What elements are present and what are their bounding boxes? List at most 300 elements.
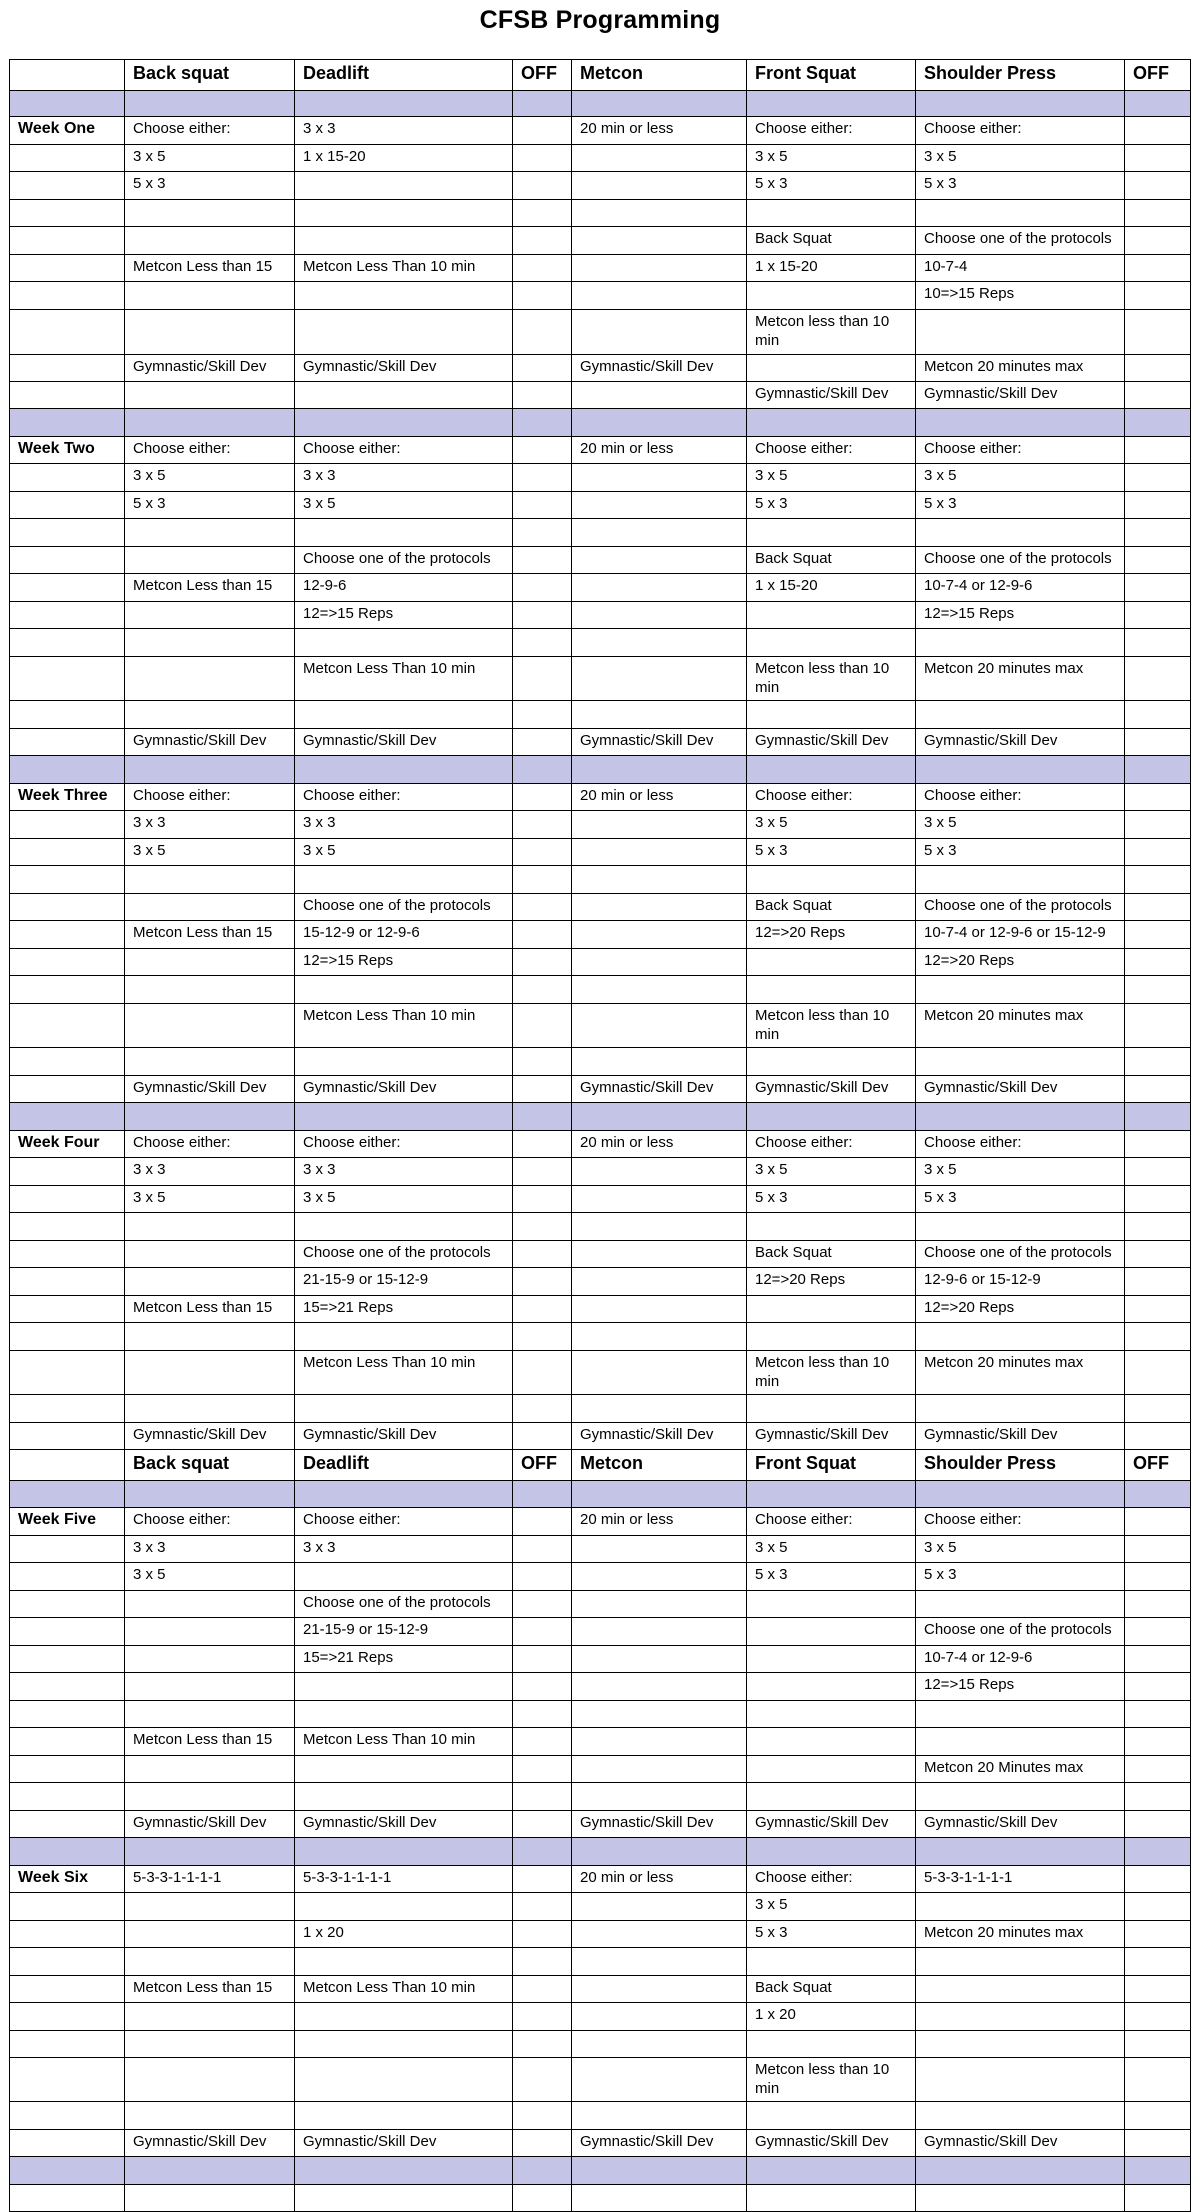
- table-row: [10, 811, 1191, 839]
- week-label: [10, 1811, 125, 1838]
- table-cell: [513, 1048, 572, 1076]
- table-cell: [513, 574, 572, 602]
- table-row: [10, 2058, 1191, 2102]
- table-cell: [1125, 547, 1191, 574]
- table-cell: [125, 1395, 295, 1423]
- table-cell: [1125, 200, 1191, 227]
- table-cell: [747, 519, 916, 547]
- table-cell: [513, 1186, 572, 1213]
- table-cell: [125, 1268, 295, 1296]
- week-label: [10, 519, 125, 547]
- table-row: [10, 784, 1191, 811]
- table-cell: [513, 2031, 572, 2058]
- table-cell: 12=>15 Reps: [916, 602, 1125, 629]
- table-cell: Gymnastic/Skill Dev: [916, 729, 1125, 756]
- table-cell: [572, 227, 747, 255]
- separator-cell: [10, 1481, 125, 1508]
- separator-cell: [125, 409, 295, 437]
- table-cell: [747, 1783, 916, 1811]
- table-cell: 1 x 15-20: [295, 145, 513, 172]
- table-cell: [916, 866, 1125, 894]
- table-row: [10, 1351, 1191, 1395]
- separator-cell: [295, 756, 513, 784]
- table-cell: [747, 1213, 916, 1241]
- table-cell: [513, 976, 572, 1004]
- table-cell: 15-12-9 or 12-9-6: [295, 921, 513, 949]
- week-label: [10, 2031, 125, 2058]
- table-cell: 20 min or less: [572, 784, 747, 811]
- table-cell: [1125, 310, 1191, 355]
- table-cell: [513, 200, 572, 227]
- table-cell: [1125, 921, 1191, 949]
- table-cell: 10-7-4: [916, 255, 1125, 282]
- separator-cell: [747, 2157, 916, 2185]
- table-cell: [916, 1893, 1125, 1921]
- table-cell: Choose either:: [125, 117, 295, 145]
- week-label: [10, 1783, 125, 1811]
- week-label: [10, 602, 125, 629]
- table-cell: Gymnastic/Skill Dev: [572, 2130, 747, 2157]
- column-header: OFF: [513, 60, 572, 91]
- week-label: [10, 172, 125, 200]
- table-cell: 12=>15 Reps: [295, 949, 513, 976]
- table-cell: [513, 1948, 572, 1976]
- table-row: [10, 382, 1191, 409]
- separator-cell: [572, 409, 747, 437]
- table-cell: [572, 839, 747, 866]
- table-row: [10, 1811, 1191, 1838]
- week-label: [10, 1186, 125, 1213]
- table-cell: Choose either:: [295, 1131, 513, 1158]
- table-row: [10, 172, 1191, 200]
- table-cell: [1125, 1756, 1191, 1783]
- table-cell: 3 x 5: [125, 1563, 295, 1591]
- week-label: [10, 657, 125, 701]
- table-cell: Gymnastic/Skill Dev: [295, 1423, 513, 1450]
- table-row: [10, 1728, 1191, 1756]
- week-label: Week Six: [10, 1866, 125, 1893]
- table-cell: Choose one of the protocols: [916, 894, 1125, 921]
- table-cell: [295, 1395, 513, 1423]
- table-cell: [572, 811, 747, 839]
- separator-row: [10, 1481, 1191, 1508]
- table-cell: Gymnastic/Skill Dev: [125, 1811, 295, 1838]
- table-cell: [125, 629, 295, 657]
- table-cell: Choose either:: [916, 117, 1125, 145]
- table-cell: [1125, 519, 1191, 547]
- table-cell: [125, 949, 295, 976]
- table-row: [10, 2185, 1191, 2212]
- table-cell: Choose either:: [125, 1131, 295, 1158]
- column-header: [10, 1450, 125, 1481]
- table-cell: [125, 1618, 295, 1646]
- table-cell: [125, 282, 295, 310]
- table-cell: [513, 1756, 572, 1783]
- table-cell: [1125, 1323, 1191, 1351]
- week-label: [10, 1701, 125, 1728]
- table-cell: 3 x 3: [125, 1158, 295, 1186]
- table-cell: [295, 701, 513, 729]
- table-cell: [513, 355, 572, 382]
- table-cell: [1125, 866, 1191, 894]
- table-cell: [125, 657, 295, 701]
- table-cell: [125, 382, 295, 409]
- table-cell: [1125, 1351, 1191, 1395]
- table-row: [10, 2102, 1191, 2130]
- table-cell: [572, 1268, 747, 1296]
- table-cell: [125, 1323, 295, 1351]
- table-cell: [572, 921, 747, 949]
- table-cell: 12=>20 Reps: [916, 949, 1125, 976]
- table-cell: 12=>15 Reps: [295, 602, 513, 629]
- table-row: [10, 355, 1191, 382]
- table-cell: 3 x 5: [125, 145, 295, 172]
- separator-cell: [572, 91, 747, 117]
- table-cell: Gymnastic/Skill Dev: [572, 1811, 747, 1838]
- separator-row: [10, 91, 1191, 117]
- table-cell: Gymnastic/Skill Dev: [572, 1076, 747, 1103]
- table-cell: 1 x 15-20: [747, 574, 916, 602]
- table-cell: [125, 1646, 295, 1673]
- table-cell: Gymnastic/Skill Dev: [295, 729, 513, 756]
- table-cell: [1125, 602, 1191, 629]
- table-cell: [295, 866, 513, 894]
- separator-cell: [916, 409, 1125, 437]
- table-cell: 12=>20 Reps: [747, 921, 916, 949]
- table-cell: [572, 547, 747, 574]
- table-cell: Gymnastic/Skill Dev: [916, 1076, 1125, 1103]
- table-cell: [513, 2185, 572, 2212]
- table-cell: Gymnastic/Skill Dev: [572, 1423, 747, 1450]
- table-cell: [1125, 255, 1191, 282]
- column-header: Front Squat: [747, 60, 916, 91]
- table-cell: [513, 492, 572, 519]
- table-cell: [747, 1591, 916, 1618]
- table-cell: 20 min or less: [572, 1508, 747, 1536]
- table-cell: [513, 811, 572, 839]
- week-label: [10, 1048, 125, 1076]
- table-cell: [1125, 839, 1191, 866]
- table-cell: 5 x 3: [916, 172, 1125, 200]
- week-label: [10, 1536, 125, 1563]
- table-row: [10, 701, 1191, 729]
- table-cell: [1125, 1004, 1191, 1048]
- table-cell: 5 x 3: [916, 492, 1125, 519]
- table-cell: Gymnastic/Skill Dev: [747, 1423, 916, 1450]
- table-cell: [747, 949, 916, 976]
- table-cell: [1125, 282, 1191, 310]
- table-row: [10, 839, 1191, 866]
- table-cell: [513, 1976, 572, 2003]
- column-header: Deadlift: [295, 1450, 513, 1481]
- table-cell: Metcon 20 Minutes max: [916, 1756, 1125, 1783]
- week-label: [10, 1423, 125, 1450]
- table-cell: [513, 1241, 572, 1268]
- table-cell: [1125, 437, 1191, 464]
- table-cell: [572, 145, 747, 172]
- table-cell: [1125, 1921, 1191, 1948]
- table-cell: [747, 282, 916, 310]
- table-cell: [513, 1811, 572, 1838]
- table-cell: Choose either:: [916, 784, 1125, 811]
- table-cell: [295, 1323, 513, 1351]
- table-row: [10, 1536, 1191, 1563]
- table-cell: 3 x 3: [295, 464, 513, 492]
- table-cell: [572, 1893, 747, 1921]
- table-cell: [747, 1296, 916, 1323]
- separator-cell: [125, 2157, 295, 2185]
- table-cell: 1 x 20: [295, 1921, 513, 1948]
- separator-cell: [747, 91, 916, 117]
- table-cell: [747, 1048, 916, 1076]
- table-cell: [1125, 1673, 1191, 1701]
- table-cell: [513, 172, 572, 200]
- table-row: [10, 1646, 1191, 1673]
- table-cell: [572, 976, 747, 1004]
- table-cell: Gymnastic/Skill Dev: [916, 2130, 1125, 2157]
- column-header: Shoulder Press: [916, 1450, 1125, 1481]
- table-cell: [916, 1591, 1125, 1618]
- table-cell: [1125, 1268, 1191, 1296]
- week-label: [10, 1395, 125, 1423]
- table-cell: Metcon 20 minutes max: [916, 355, 1125, 382]
- week-label: [10, 1756, 125, 1783]
- separator-cell: [10, 1838, 125, 1866]
- table-cell: [572, 602, 747, 629]
- table-cell: Choose either:: [747, 784, 916, 811]
- column-header: Shoulder Press: [916, 60, 1125, 91]
- table-row: [10, 282, 1191, 310]
- table-cell: [916, 976, 1125, 1004]
- separator-cell: [916, 756, 1125, 784]
- table-row: [10, 1241, 1191, 1268]
- table-cell: [295, 200, 513, 227]
- table-row: [10, 255, 1191, 282]
- table-cell: [747, 629, 916, 657]
- table-cell: [513, 1423, 572, 1450]
- column-header: Deadlift: [295, 60, 513, 91]
- table-row: [10, 1591, 1191, 1618]
- table-cell: [916, 2003, 1125, 2031]
- table-cell: 5 x 3: [747, 1921, 916, 1948]
- table-row: [10, 921, 1191, 949]
- week-label: [10, 145, 125, 172]
- separator-cell: [10, 91, 125, 117]
- table-cell: [747, 2185, 916, 2212]
- table-cell: [747, 2102, 916, 2130]
- table-cell: [513, 1395, 572, 1423]
- table-cell: [1125, 1131, 1191, 1158]
- table-cell: 3 x 5: [747, 811, 916, 839]
- table-cell: [513, 1323, 572, 1351]
- table-cell: [572, 172, 747, 200]
- week-label: Week Five: [10, 1508, 125, 1536]
- table-cell: [916, 2031, 1125, 2058]
- table-row: [10, 1395, 1191, 1423]
- table-cell: [513, 839, 572, 866]
- table-row: [10, 1186, 1191, 1213]
- table-cell: 3 x 5: [747, 1893, 916, 1921]
- week-label: [10, 1268, 125, 1296]
- table-cell: [572, 1351, 747, 1395]
- table-cell: [572, 1296, 747, 1323]
- table-cell: Metcon Less Than 10 min: [295, 255, 513, 282]
- separator-cell: [747, 1103, 916, 1131]
- table-cell: [125, 1673, 295, 1701]
- table-cell: [572, 1646, 747, 1673]
- table-cell: [572, 1948, 747, 1976]
- table-cell: [1125, 1158, 1191, 1186]
- table-cell: [1125, 1591, 1191, 1618]
- table-cell: [1125, 492, 1191, 519]
- table-cell: [1125, 811, 1191, 839]
- table-cell: Metcon Less than 15: [125, 1296, 295, 1323]
- table-cell: [513, 784, 572, 811]
- table-row: [10, 894, 1191, 921]
- column-header: [10, 60, 125, 91]
- table-cell: [747, 976, 916, 1004]
- table-cell: Metcon Less than 15: [125, 574, 295, 602]
- week-label: [10, 1646, 125, 1673]
- table-cell: [1125, 1563, 1191, 1591]
- table-cell: [295, 382, 513, 409]
- week-label: [10, 310, 125, 355]
- table-cell: [747, 200, 916, 227]
- table-cell: [572, 1048, 747, 1076]
- table-cell: [572, 282, 747, 310]
- table-row: [10, 2031, 1191, 2058]
- table-cell: [916, 629, 1125, 657]
- page-title: CFSB Programming: [479, 6, 721, 34]
- table-cell: [125, 1241, 295, 1268]
- table-cell: Gymnastic/Skill Dev: [295, 1811, 513, 1838]
- table-cell: [1125, 355, 1191, 382]
- separator-cell: [916, 1838, 1125, 1866]
- table-cell: [125, 1591, 295, 1618]
- table-cell: Metcon less than 10 min: [747, 310, 916, 355]
- column-header: OFF: [1125, 60, 1191, 91]
- table-cell: 12=>20 Reps: [747, 1268, 916, 1296]
- table-cell: [513, 1646, 572, 1673]
- table-row: [10, 1213, 1191, 1241]
- table-cell: [1125, 1893, 1191, 1921]
- table-cell: [747, 701, 916, 729]
- table-cell: [572, 1921, 747, 1948]
- week-label: [10, 1728, 125, 1756]
- table-cell: Back Squat: [747, 227, 916, 255]
- table-cell: [513, 2130, 572, 2157]
- table-row: [10, 949, 1191, 976]
- separator-cell: [295, 1838, 513, 1866]
- table-cell: 3 x 5: [125, 464, 295, 492]
- table-cell: [513, 1618, 572, 1646]
- table-row: [10, 1076, 1191, 1103]
- week-label: [10, 1296, 125, 1323]
- week-label: [10, 227, 125, 255]
- table-cell: Choose one of the protocols: [295, 894, 513, 921]
- table-cell: Choose either:: [916, 437, 1125, 464]
- week-label: [10, 255, 125, 282]
- table-cell: [916, 2058, 1125, 2102]
- table-cell: Gymnastic/Skill Dev: [916, 1423, 1125, 1450]
- separator-cell: [1125, 409, 1191, 437]
- table-cell: [513, 657, 572, 701]
- column-header-row: [10, 1450, 1191, 1481]
- table-cell: Back Squat: [747, 894, 916, 921]
- week-label: [10, 1948, 125, 1976]
- table-cell: 3 x 3: [295, 1158, 513, 1186]
- table-cell: [125, 2102, 295, 2130]
- table-cell: Metcon Less Than 10 min: [295, 1976, 513, 2003]
- table-cell: [125, 310, 295, 355]
- table-cell: [572, 1756, 747, 1783]
- table-cell: Choose either:: [747, 117, 916, 145]
- table-cell: [125, 519, 295, 547]
- table-cell: Gymnastic/Skill Dev: [125, 2130, 295, 2157]
- table-cell: [916, 701, 1125, 729]
- table-cell: [513, 1536, 572, 1563]
- table-row: [10, 1323, 1191, 1351]
- week-label: [10, 1591, 125, 1618]
- separator-cell: [747, 409, 916, 437]
- table-cell: 3 x 5: [125, 839, 295, 866]
- separator-cell: [1125, 2157, 1191, 2185]
- table-cell: [572, 1213, 747, 1241]
- table-cell: 3 x 5: [747, 145, 916, 172]
- table-cell: [513, 1728, 572, 1756]
- table-row: [10, 519, 1191, 547]
- table-row: [10, 1893, 1191, 1921]
- week-label: [10, 464, 125, 492]
- table-cell: [513, 1866, 572, 1893]
- table-cell: [295, 2058, 513, 2102]
- column-header: Metcon: [572, 60, 747, 91]
- table-row: [10, 1756, 1191, 1783]
- table-cell: [125, 2058, 295, 2102]
- separator-cell: [125, 1103, 295, 1131]
- table-cell: [295, 172, 513, 200]
- table-cell: 12=>20 Reps: [916, 1296, 1125, 1323]
- week-label: [10, 382, 125, 409]
- column-header: OFF: [1125, 1450, 1191, 1481]
- table-cell: [513, 1893, 572, 1921]
- table-cell: 3 x 5: [295, 1186, 513, 1213]
- table-cell: [513, 1921, 572, 1948]
- table-cell: [295, 1213, 513, 1241]
- table-cell: [1125, 1618, 1191, 1646]
- table-cell: [572, 1004, 747, 1048]
- separator-cell: [1125, 1838, 1191, 1866]
- table-cell: 3 x 5: [916, 145, 1125, 172]
- table-cell: [125, 200, 295, 227]
- table-cell: [513, 1508, 572, 1536]
- programming-table: [9, 59, 1191, 2212]
- table-cell: 3 x 5: [295, 492, 513, 519]
- column-header: Metcon: [572, 1450, 747, 1481]
- separator-cell: [10, 409, 125, 437]
- table-cell: [513, 701, 572, 729]
- table-cell: [125, 866, 295, 894]
- table-cell: [916, 2102, 1125, 2130]
- table-cell: 12-9-6 or 15-12-9: [916, 1268, 1125, 1296]
- table-cell: 5 x 3: [916, 839, 1125, 866]
- table-cell: [572, 1783, 747, 1811]
- table-cell: Choose either:: [747, 1508, 916, 1536]
- table-cell: [572, 1158, 747, 1186]
- table-cell: [513, 464, 572, 492]
- week-label: [10, 547, 125, 574]
- table-cell: [295, 1701, 513, 1728]
